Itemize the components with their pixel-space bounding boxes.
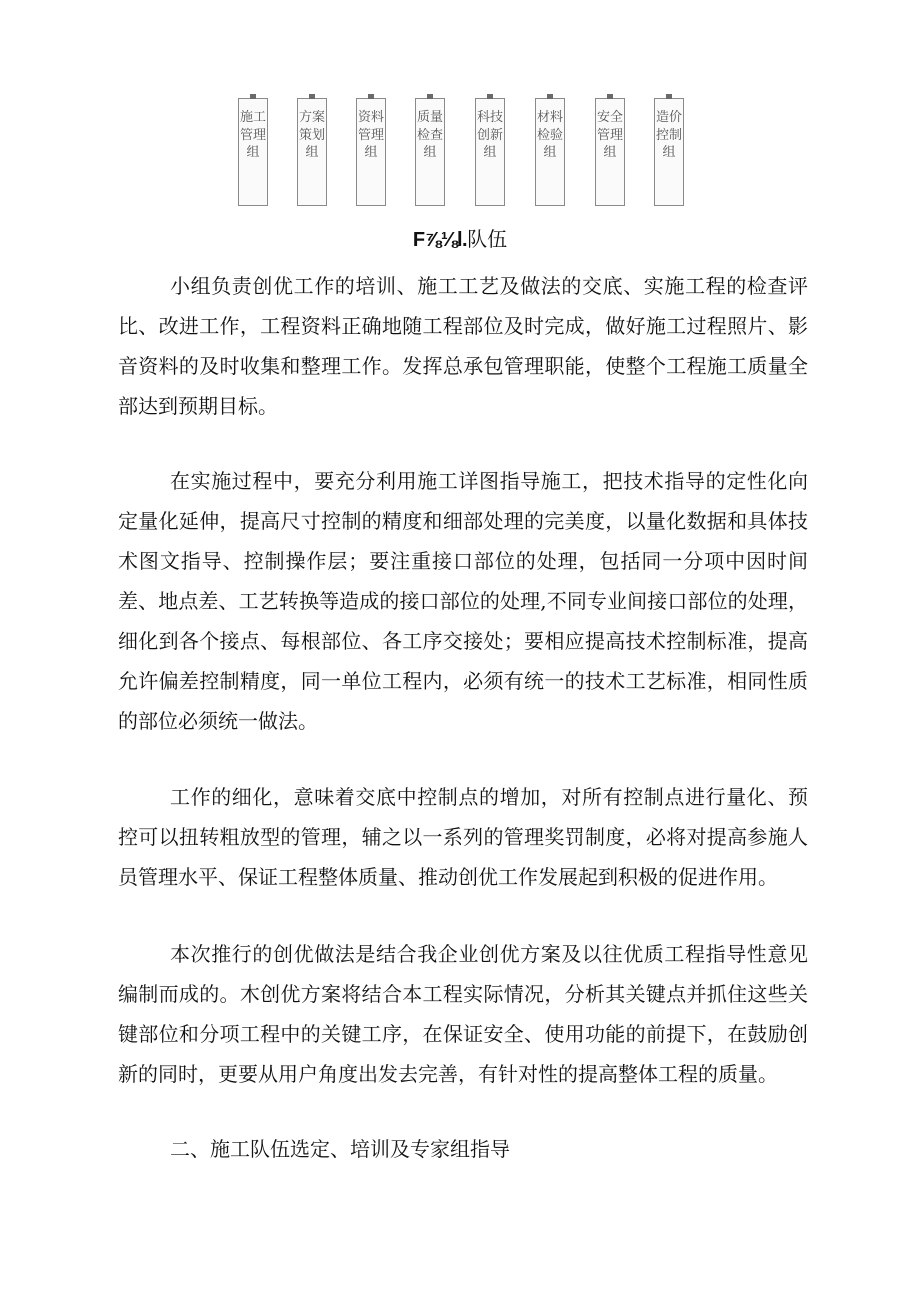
group-box-document-management [356,98,386,206]
figure-caption [0,224,920,255]
paragraph-2: 在实施过程中，要充分利用施工详图指导施工，把技术指导的定性化向定量化延伸，提高尺寸控制的精度和细部处理的完美度，以量化数据和具体技术图文指导、控制操作层；要注重接口部位的处理，包括同一分项中因时间差、地点差、工艺转换等造成的接口部位的处理,不同专业间接口部位的处理，细化到各个接点、每根部位、各工序交接处；要相应提高技术控制标准，提高允许偏差控制精度，同一单位工程内，必须有统一的技术工艺标准，相同性质的部位必须统一做法。 [118,469,808,733]
group-box-tech-innovation [475,98,505,206]
group-box-safety-management [595,98,625,206]
caption-text: 队伍 [467,227,508,251]
group-box-material-testing [535,98,565,206]
group-label: 科技创新组 [476,110,503,160]
group-box-construction-management [238,98,268,206]
group-label: 质量检查组 [416,110,443,160]
group-label: 材料检验组 [536,110,563,160]
group-label: 造价控制组 [655,110,682,160]
paragraph-3: 工作的细化，意味着交底中控制点的增加，对所有控制点进行量化、预控可以扭转粗放型的管理，辅之以一系列的管理奖罚制度，必将对提高参施人员管理水平、保证工程整体质量、推动创优工作发展起到积极的促进作用。 [118,785,808,889]
group-label: 施工管理组 [239,110,266,160]
paragraph-1: 小组负责创优工作的培训、施工工艺及做法的交底、实施工程的检查评比、改进工作，工程资料正确地随工程部位及时完成，做好施工过程照片、影音资料的及时收集和整理工作。发挥总承包管理职能，使整个工程施工质量全部达到预期目标。 [118,274,808,418]
group-box-plan-design [297,98,327,206]
section-heading: 二、施工队伍选定、培训及专家组指导 [170,1137,510,1161]
caption-code: F⅞⅛l. [412,229,468,251]
group-label: 方案策划组 [298,110,325,160]
paragraph-4: 本次推行的创优做法是结合我企业创优方案及以往优质工程指导性意见编制而成的。木创优方案将结合本工程实际情况，分析其关键点并抓住这些关键部位和分项工程中的关键工序，在保证安全、使用功能的前提下，在鼓励创新的同时，更要从用户角度出发去完善，有针对性的提高整体工程的质量。 [118,942,808,1086]
team-structure-diagram [238,98,690,208]
group-label: 资料管理组 [357,110,384,160]
group-box-cost-control [654,98,684,206]
group-box-quality-inspection [415,98,445,206]
group-label: 安全管理组 [596,110,623,160]
